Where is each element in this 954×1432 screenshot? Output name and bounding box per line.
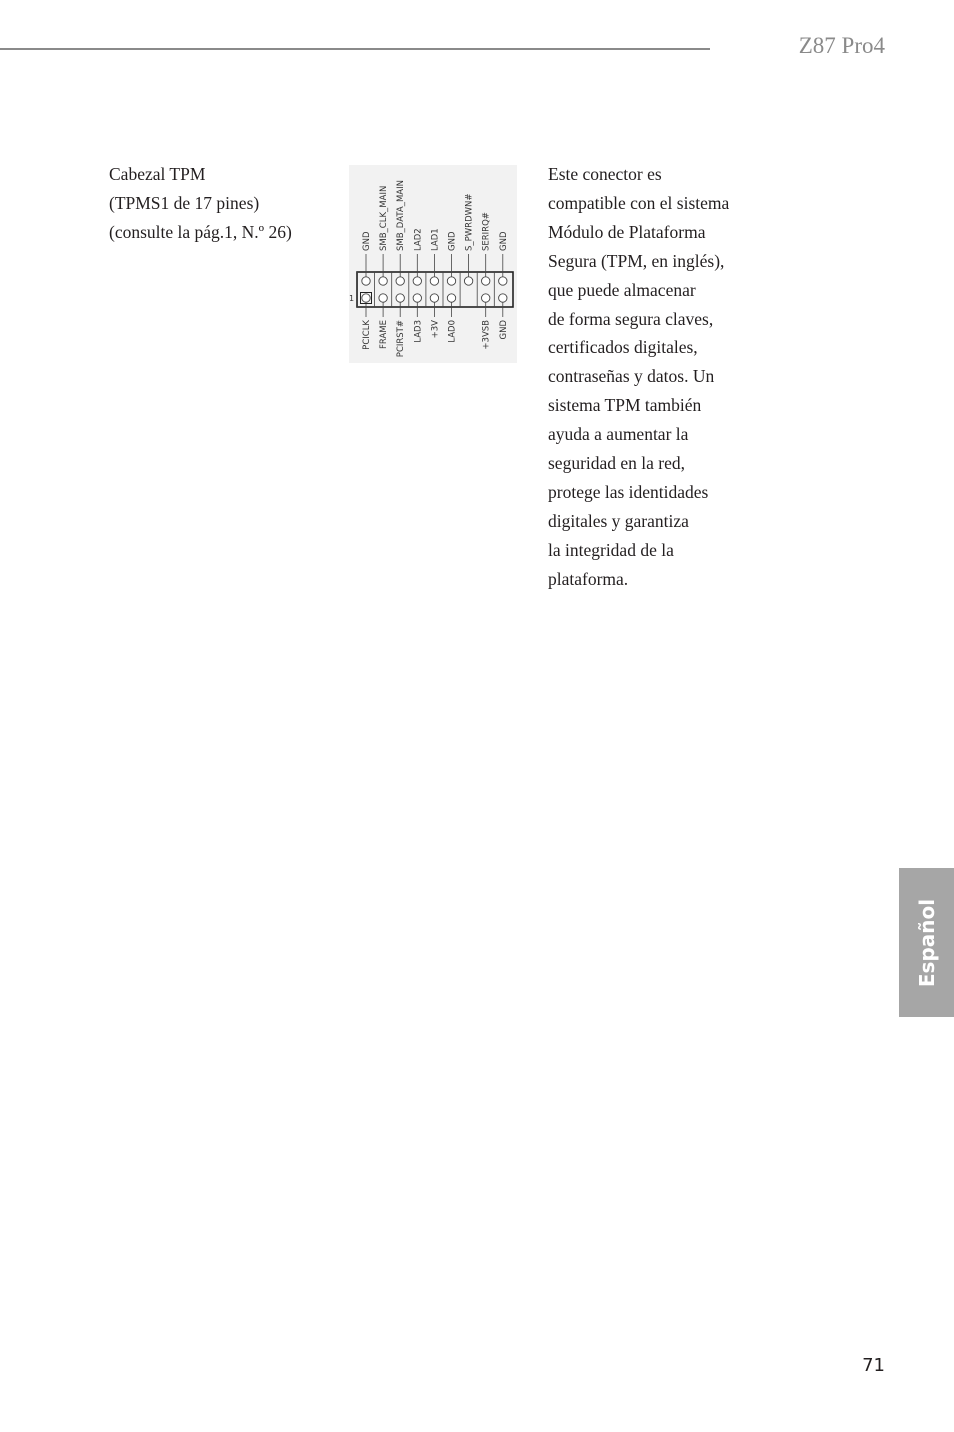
description-line: compatible con el sistema	[548, 192, 730, 213]
pin-bottom	[482, 294, 490, 302]
pin1-marker: 1	[349, 294, 355, 303]
pin-label-bottom: LAD0	[447, 320, 458, 343]
pin-top	[379, 277, 387, 285]
pin-label-top: SMB_DATA_MAIN	[396, 180, 407, 251]
description-line: seguridad en la red,	[548, 453, 686, 474]
description-line: contraseñas y datos. Un	[548, 366, 715, 387]
description-line: que puede almacenar	[548, 279, 696, 300]
pin-top	[396, 277, 404, 285]
pin-label-top: SERIRQ#	[481, 212, 492, 251]
pin-top	[413, 277, 421, 285]
tpm-header-diagram	[349, 165, 517, 363]
description-line: Módulo de Plataforma	[548, 221, 706, 242]
pin-label-top: LAD1	[430, 228, 441, 251]
pin-bottom	[413, 294, 421, 302]
pin-bottom	[447, 294, 455, 302]
description-line: Segura (TPM, en inglés),	[548, 250, 725, 271]
pin-label-top: SMB_CLK_MAIN	[379, 185, 390, 251]
pin-label-top: LAD2	[413, 228, 424, 251]
pin-top	[430, 277, 438, 285]
pin-label-bottom: +3VSB	[481, 320, 492, 350]
pin-top	[447, 277, 455, 285]
description-line: certificados digitales,	[548, 337, 698, 358]
description-line: plataforma.	[548, 568, 629, 589]
pin-label-top: GND	[447, 231, 458, 251]
pin-label-bottom: PCICLK	[362, 320, 372, 350]
pin-label-bottom: GND	[498, 320, 509, 340]
model-title: Z87 Pro4	[798, 33, 885, 58]
description-line: de forma segura claves,	[548, 308, 714, 329]
page-number: 71	[862, 1355, 885, 1376]
pin-top	[499, 277, 507, 285]
connector-label-line: (consulte la pág.1, N.º 26)	[109, 222, 292, 242]
pin-label-top: GND	[498, 231, 509, 251]
description-line: digitales y garantiza	[548, 510, 689, 531]
pin-label-bottom: LAD3	[413, 320, 424, 343]
connector-label-line: Cabezal TPM	[109, 164, 206, 184]
connector-label	[109, 160, 292, 247]
pin-top	[464, 277, 472, 285]
pin-top	[362, 277, 370, 285]
language-tab	[899, 868, 954, 1017]
pin-bottom	[430, 294, 438, 302]
description-line: protege las identidades	[548, 481, 709, 502]
pin-label-top: S_PWRDWN#	[464, 193, 475, 251]
connector-description	[548, 160, 778, 594]
language-tab-label: Español	[914, 898, 939, 987]
description-line: sistema TPM también	[548, 395, 702, 416]
pin-bottom	[379, 294, 387, 302]
pin-bottom	[499, 294, 507, 302]
description-line: Este conector es	[548, 164, 662, 184]
pin-bottom	[396, 294, 404, 302]
pin-bottom	[362, 294, 370, 302]
description-line: ayuda a aumentar la	[548, 424, 689, 445]
connector-label-line: (TPMS1 de 17 pines)	[109, 193, 260, 213]
pin-label-bottom: PCIRST#	[396, 320, 407, 358]
pin-top	[482, 277, 490, 285]
tpm-pinout-svg	[349, 165, 517, 363]
pin-label-top: GND	[362, 231, 372, 251]
pin-label-bottom: FRAME	[379, 320, 390, 349]
header-rule	[0, 48, 710, 50]
pin-label-bottom: +3V	[430, 320, 441, 339]
description-line: la integridad de la	[548, 539, 674, 560]
